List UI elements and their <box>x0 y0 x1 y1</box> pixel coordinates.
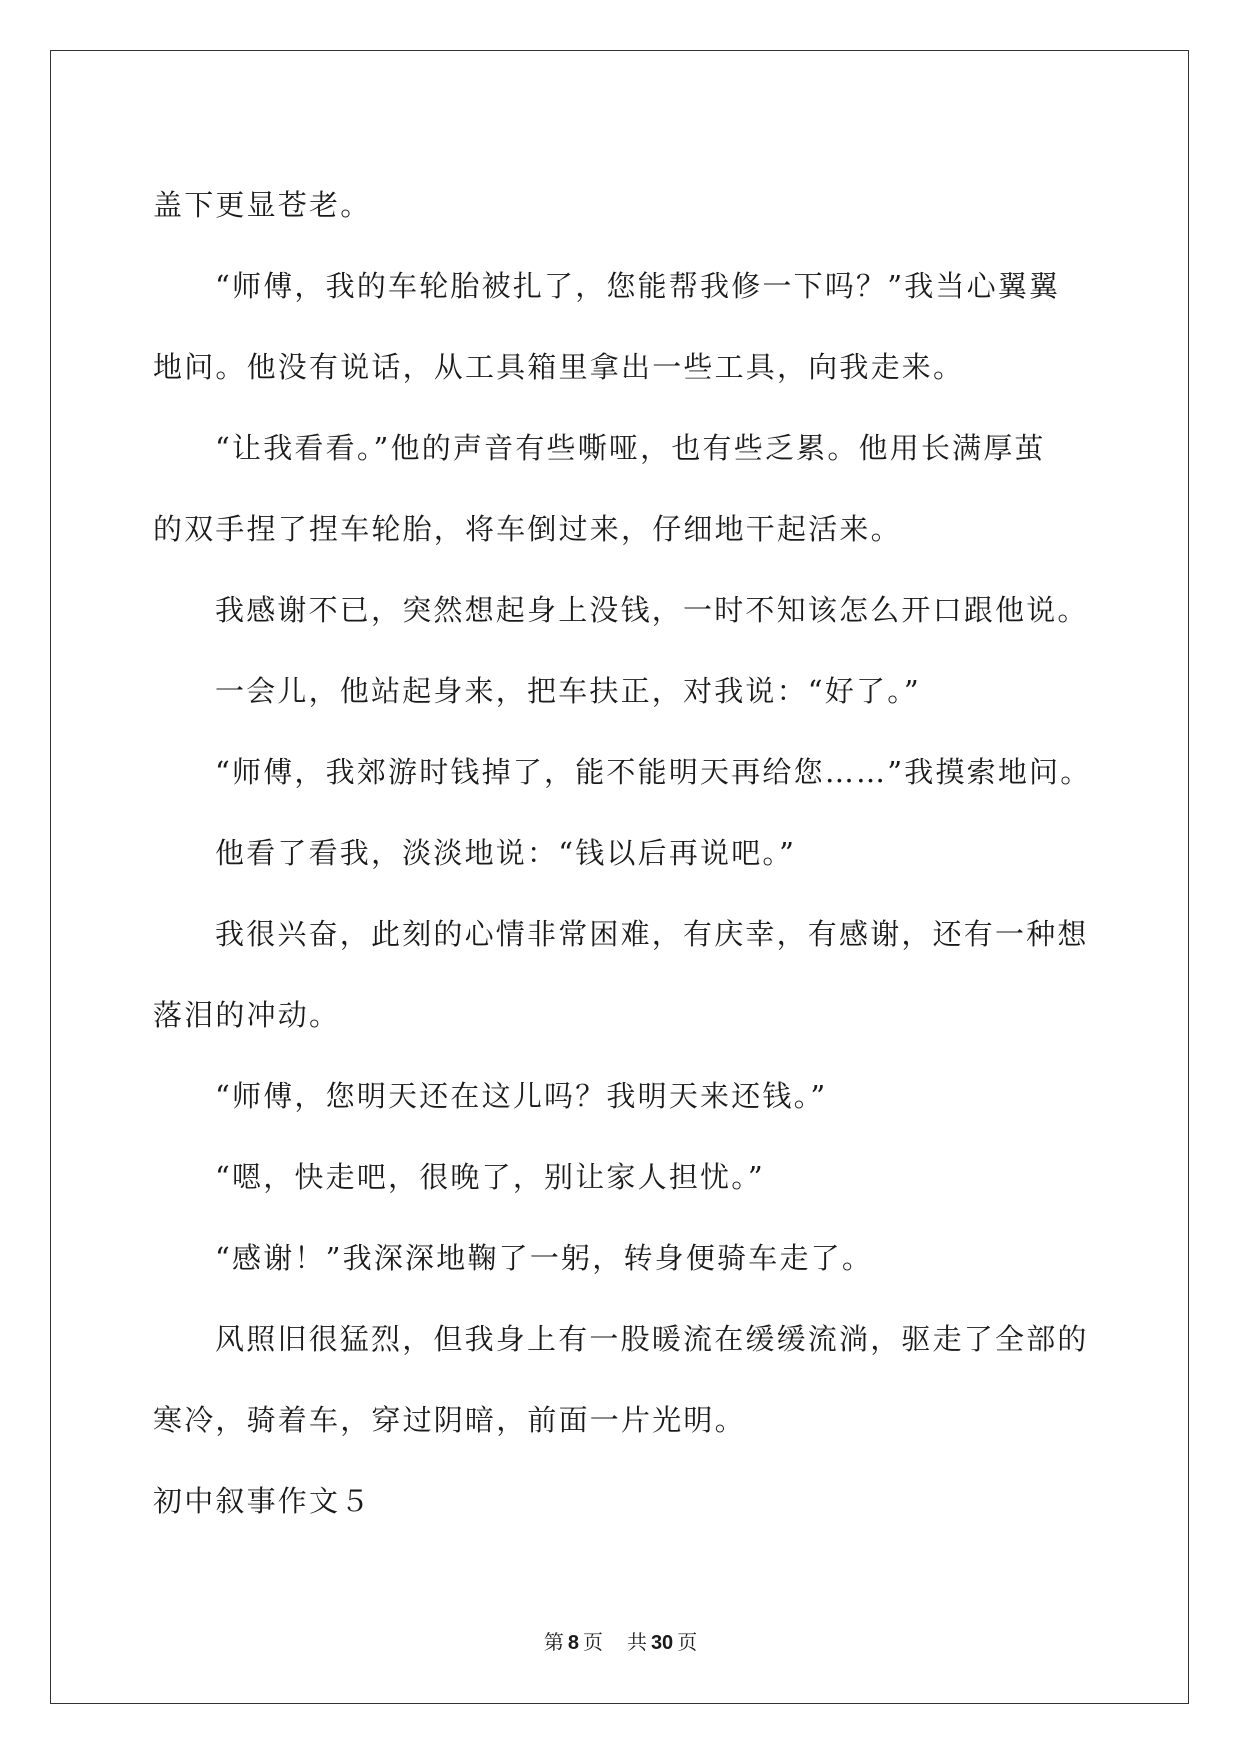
paragraph: “让我看看。”他的声音有些嘶哑，也有些乏累。他用长满厚茧 <box>215 431 1046 465</box>
paragraph: “师傅，我的车轮胎被扎了，您能帮我修一下吗？”我当心翼翼 <box>215 269 1061 303</box>
current-page-number: 8 <box>567 1632 579 1654</box>
footer-total-prefix: 共 <box>626 1630 647 1654</box>
paragraph: 的双手捏了捏车轮胎，将车倒过来，仔细地干起活来。 <box>153 512 902 546</box>
paragraph: 地问。他没有说话，从工具箱里拿出一些工具，向我走来。 <box>153 350 965 384</box>
total-page-count: 30 <box>650 1632 674 1654</box>
paragraph: 一会儿，他站起身来，把车扶正，对我说：“好了。” <box>215 674 921 708</box>
paragraph: “师傅，您明天还在这儿吗？我明天来还钱。” <box>215 1079 828 1113</box>
page-footer <box>0 1626 1241 1655</box>
footer-page-unit: 页 <box>582 1630 603 1654</box>
paragraph: 寒冷，骑着车，穿过阴暗，前面一片光明。 <box>153 1403 746 1437</box>
paragraph: “师傅，我郊游时钱掉了，能不能明天再给您……”我摸索地问。 <box>215 755 1092 789</box>
paragraph: 我感谢不已，突然想起身上没钱，一时不知该怎么开口跟他说。 <box>215 593 1089 627</box>
paragraph: 我很兴奋，此刻的心情非常困难，有庆幸，有感谢，还有一种想 <box>215 917 1089 951</box>
paragraph: 盖下更显苍老。 <box>153 188 372 222</box>
document-body <box>153 165 1093 1542</box>
footer-prefix: 第 <box>543 1630 564 1654</box>
paragraph: “感谢！”我深深地鞠了一躬，转身便骑车走了。 <box>215 1241 874 1275</box>
footer-total-unit: 页 <box>677 1630 698 1654</box>
paragraph: 他看了看我，淡淡地说：“钱以后再说吧。” <box>215 836 797 870</box>
paragraph: 风照旧很猛烈，但我身上有一股暖流在缓缓流淌，驱走了全部的 <box>215 1322 1089 1356</box>
section-heading: 初中叙事作文５ <box>153 1484 372 1518</box>
paragraph: 落泪的冲动。 <box>153 998 341 1032</box>
paragraph: “嗯，快走吧，很晚了，别让家人担忧。” <box>215 1160 765 1194</box>
